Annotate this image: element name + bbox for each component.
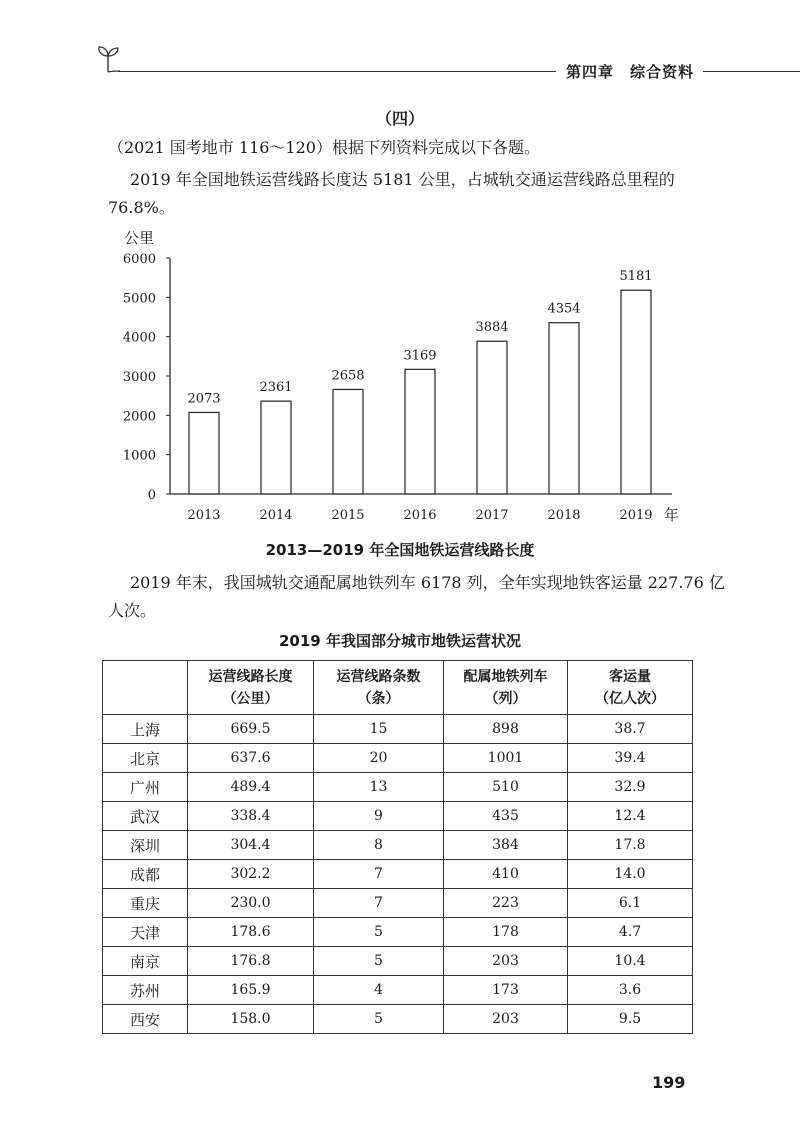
- value-cell: 165.9: [188, 976, 314, 1005]
- value-cell: 9: [314, 802, 444, 831]
- table-row: [103, 860, 693, 889]
- data-label: 2658: [331, 368, 365, 384]
- bar: [477, 341, 507, 494]
- header-unit: （条）: [357, 690, 400, 707]
- value-cell: 6.1: [568, 889, 693, 918]
- value-cell: 9.5: [568, 1005, 693, 1034]
- data-label: 5181: [619, 269, 653, 285]
- value-cell: 178.6: [188, 918, 314, 947]
- y-tick-label: 5000: [122, 291, 156, 307]
- metro-operation-table: [102, 660, 693, 1034]
- value-cell: 223: [444, 889, 568, 918]
- value-cell: 5: [314, 1005, 444, 1034]
- table-row: [103, 976, 693, 1005]
- x-axis-label: 年: [664, 506, 680, 524]
- city-cell: 上海: [103, 715, 188, 744]
- value-cell: 304.4: [188, 831, 314, 860]
- x-tick-label: 2015: [331, 508, 365, 523]
- city-cell: 西安: [103, 1005, 188, 1034]
- value-cell: 32.9: [568, 773, 693, 802]
- value-cell: 4: [314, 976, 444, 1005]
- data-label: 3169: [403, 348, 437, 364]
- city-cell: 成都: [103, 860, 188, 889]
- x-tick-label: 2014: [259, 508, 293, 523]
- table-header-cell: [103, 661, 188, 715]
- table-row: [103, 918, 693, 947]
- city-cell: 武汉: [103, 802, 188, 831]
- table-row: [103, 889, 693, 918]
- bar: [549, 323, 579, 494]
- y-tick-label: 6000: [122, 252, 156, 267]
- y-tick-label: 2000: [122, 409, 156, 425]
- value-cell: 14.0: [568, 860, 693, 889]
- bar: [405, 369, 435, 494]
- value-cell: 5: [314, 947, 444, 976]
- x-tick-label: 2013: [187, 508, 221, 523]
- table-row: [103, 947, 693, 976]
- value-cell: 5: [314, 918, 444, 947]
- value-cell: 178: [444, 918, 568, 947]
- value-cell: 7: [314, 889, 444, 918]
- bar: [261, 401, 291, 494]
- header-unit: （公里）: [222, 690, 279, 707]
- paragraph2-line2: 人次。: [108, 601, 157, 620]
- city-cell: 北京: [103, 744, 188, 773]
- value-cell: 3.6: [568, 976, 693, 1005]
- value-cell: 338.4: [188, 802, 314, 831]
- value-cell: 4.7: [568, 918, 693, 947]
- data-label: 2073: [187, 391, 221, 407]
- bar: [621, 290, 651, 494]
- value-cell: 230.0: [188, 889, 314, 918]
- x-tick-label: 2016: [403, 508, 437, 523]
- city-cell: 重庆: [103, 889, 188, 918]
- value-cell: 15: [314, 715, 444, 744]
- data-label: 2361: [259, 380, 293, 396]
- data-label: 4354: [547, 301, 581, 317]
- value-cell: 898: [444, 715, 568, 744]
- table-row: [103, 715, 693, 744]
- y-tick-label: 1000: [122, 448, 156, 464]
- table-title: 2019 年我国部分城市地铁运营状况: [279, 632, 521, 650]
- value-cell: 510: [444, 773, 568, 802]
- table-row: [103, 1005, 693, 1034]
- x-tick-label: 2018: [547, 508, 581, 523]
- y-tick-label: 4000: [122, 330, 156, 346]
- intro-text: （2021 国考地市 116～120）根据下列资料完成以下各题。: [108, 138, 540, 157]
- section-title: （四）: [375, 109, 424, 128]
- table-header-cell: [568, 661, 693, 715]
- value-cell: 158.0: [188, 1005, 314, 1034]
- header-unit: （亿人次）: [595, 690, 665, 707]
- header-label: 配属地铁列车: [463, 668, 548, 685]
- table-header-cell: [188, 661, 314, 715]
- value-cell: 39.4: [568, 744, 693, 773]
- value-cell: 669.5: [188, 715, 314, 744]
- value-cell: 410: [444, 860, 568, 889]
- value-cell: 435: [444, 802, 568, 831]
- paragraph2-line1: 2019 年末，我国城轨交通配属地铁列车 6178 列，全年实现地铁客运量 227.76 亿: [130, 573, 725, 592]
- paragraph1-line2: 76.8%。: [108, 198, 175, 217]
- value-cell: 7: [314, 860, 444, 889]
- x-tick-label: 2017: [475, 508, 509, 523]
- table-header-cell: [314, 661, 444, 715]
- value-cell: 637.6: [188, 744, 314, 773]
- value-cell: 384: [444, 831, 568, 860]
- bar: [189, 412, 219, 494]
- metro-length-chart: [0, 0, 800, 540]
- value-cell: 173: [444, 976, 568, 1005]
- header-label: 运营线路长度: [208, 668, 293, 685]
- table-header-cell: [444, 661, 568, 715]
- table-row: [103, 773, 693, 802]
- value-cell: 203: [444, 947, 568, 976]
- y-tick-label: 3000: [122, 370, 156, 385]
- city-cell: 天津: [103, 918, 188, 947]
- chapter-header: 第四章 综合资料: [566, 63, 695, 81]
- header-unit: （列）: [484, 690, 527, 707]
- city-cell: 深圳: [103, 831, 188, 860]
- value-cell: 302.2: [188, 860, 314, 889]
- table-row: [103, 802, 693, 831]
- paragraph1-line1: 2019 年全国地铁运营线路长度达 5181 公里，占城轨交通运营线路总里程的: [130, 170, 675, 189]
- table-row: [103, 744, 693, 773]
- value-cell: 176.8: [188, 947, 314, 976]
- value-cell: 489.4: [188, 773, 314, 802]
- value-cell: 38.7: [568, 715, 693, 744]
- header-label: 客运量: [609, 668, 651, 685]
- header-label: 运营线路条数: [336, 668, 421, 685]
- y-tick-label: 0: [147, 488, 156, 503]
- x-tick-label: 2019: [619, 508, 653, 523]
- value-cell: 10.4: [568, 947, 693, 976]
- page-number: 199: [652, 1073, 686, 1092]
- y-axis-label: 公里: [124, 229, 155, 247]
- value-cell: 13: [314, 773, 444, 802]
- value-cell: 203: [444, 1005, 568, 1034]
- city-cell: 广州: [103, 773, 188, 802]
- city-cell: 苏州: [103, 976, 188, 1005]
- value-cell: 17.8: [568, 831, 693, 860]
- value-cell: 12.4: [568, 802, 693, 831]
- city-cell: 南京: [103, 947, 188, 976]
- chart-title: 2013—2019 年全国地铁运营线路长度: [265, 541, 535, 559]
- value-cell: 20: [314, 744, 444, 773]
- bar: [333, 389, 363, 494]
- value-cell: 1001: [444, 744, 568, 773]
- data-label: 3884: [475, 320, 509, 336]
- table-row: [103, 831, 693, 860]
- value-cell: 8: [314, 831, 444, 860]
- table-header-row: [103, 661, 693, 715]
